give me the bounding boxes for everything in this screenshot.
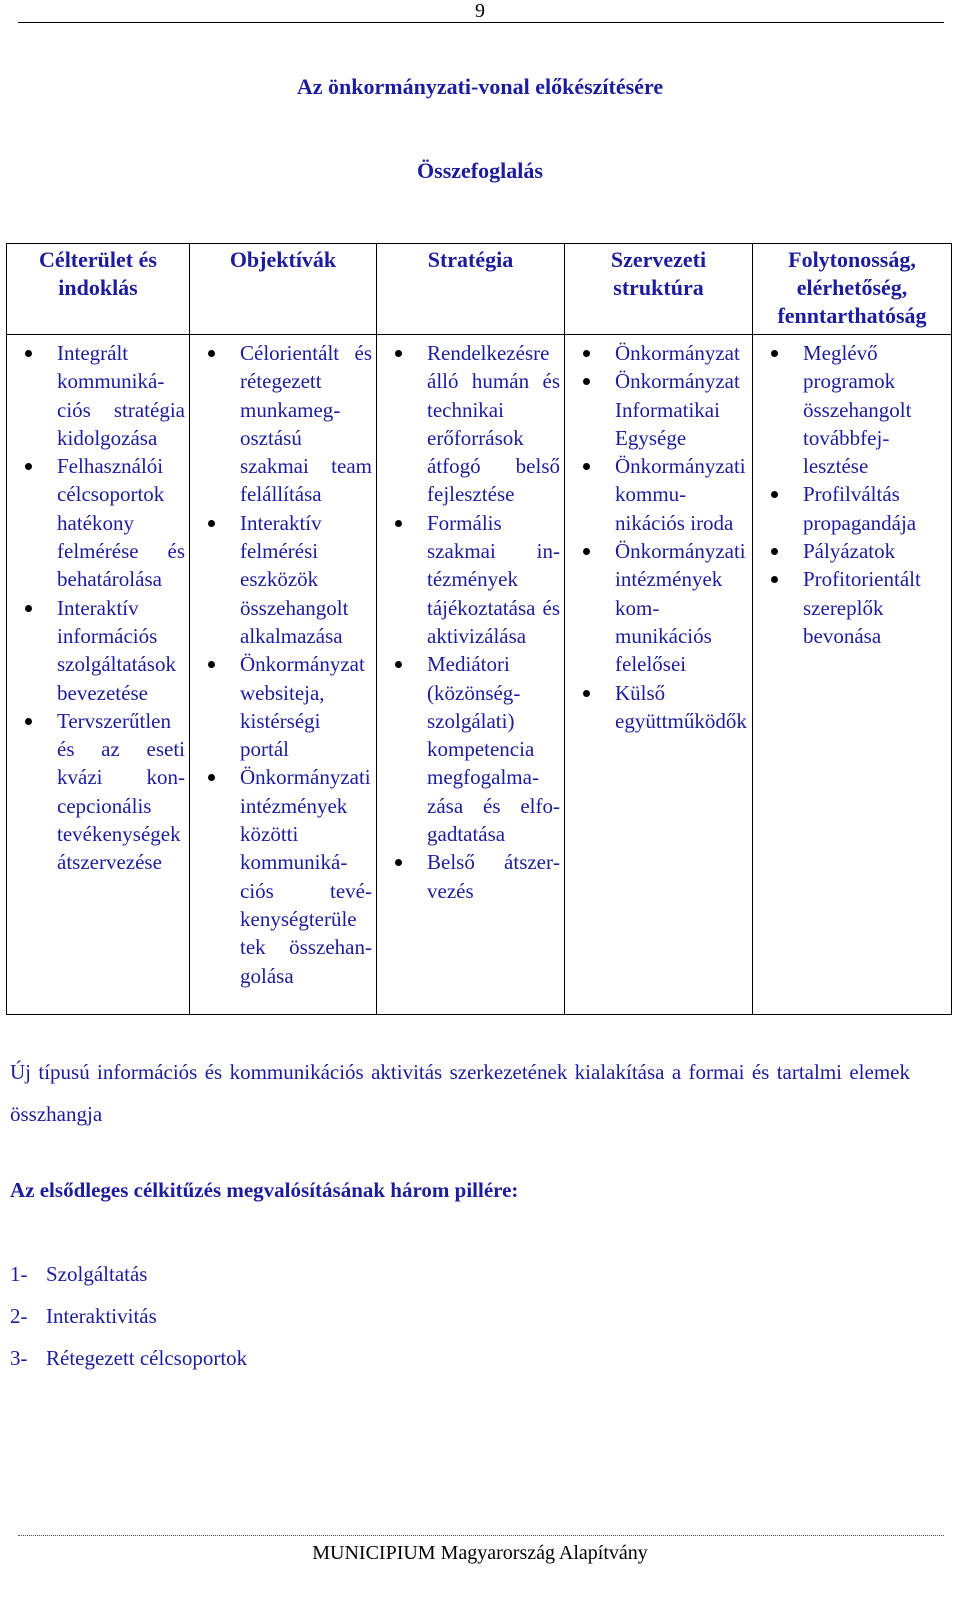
document-subtitle: Összefoglalás [417,158,543,183]
pillar-item [10,1262,147,1287]
cell-org-structure [565,335,753,1015]
list-item: Interaktív felmérési eszközök összehangolt alkalmazása [198,509,372,650]
list-item: Integrált kommunikációs stratégia kidolgozása [15,339,185,452]
list-item: Önkormányzat [573,339,748,367]
header-objectives: Objektívák [190,244,377,335]
header-org-structure: Szervezeti struktúra [565,244,753,335]
pillars-heading: Az elsődleges célkitűzés megvalósításának három pillére: [10,1178,519,1202]
pillar-text: Interaktivitás [46,1304,157,1328]
list-item: Mediátori (közönségszolgálati) kompetencia megfogalmazása és elfogadtatása [385,650,560,848]
footer-rule [18,1535,944,1536]
list-item: Önkormányzati intézmények közötti kommunikációs tevékenységterüle tek összehangolása [198,763,372,989]
list-item: Interaktív információs szolgáltatások bevezetése [15,594,185,707]
header-target-area: Célterület és indoklás [7,244,190,335]
summary-paragraph: Új típusú információs és kommunikációs aktivitás szerkezetének kialakítása a formai és tartalmi elemek összhangja [10,1060,910,1126]
table-row [7,335,952,1015]
list-item: Profilváltás propagandája [761,480,947,537]
list-item: Felhasználói célcsoportok hatékony felmérése és behatárolása [15,452,185,593]
pillar-text: Rétegezett célcsoportok [46,1346,248,1370]
document-title: Az önkormányzati-vonal előkészítésére [296,74,664,99]
cell-objectives [190,335,377,1015]
list-item: Önkormányzat websiteja, kistérségi portál [198,650,372,763]
cell-strategy [377,335,565,1015]
pillar-number: 2- [10,1304,28,1328]
table-header-row [7,244,952,335]
cell-continuity [753,335,952,1015]
header-rule [18,22,944,23]
target-area-list [15,339,185,877]
pillar-text: Szolgáltatás [46,1262,148,1286]
list-item: Profitorientált szereplők bevonása [761,565,947,650]
list-item: Meglévő programok összehangolt továbbfejlesztése [761,339,947,480]
list-item: Külső együttműködők [573,679,748,736]
list-item: Rendelkezésre álló humán és technikai erőforrások átfogó belső fejlesztése [385,339,560,509]
list-item: Belső átszervezés [385,848,560,905]
pillar-number: 3- [10,1346,28,1370]
page-number: 9 [475,0,485,22]
list-item: Önkormányzat Informatikai Egysége [573,367,748,452]
strategy-list [385,339,560,905]
footer-text: MUNICIPIUM Magyarország Alapítvány [312,1542,648,1564]
list-item: Pályázatok [761,537,947,565]
pillar-item [10,1304,157,1329]
list-item: Formális szakmai intézmények tájékoztatása és aktivizálása [385,509,560,650]
list-item: Tervszerűtlen és az eseti kvázi koncepcionális tevékenységek átszervezése [15,707,185,877]
list-item: Önkormányzati kommunikációs iroda [573,452,748,537]
pillar-number: 1- [10,1262,28,1286]
continuity-list [761,339,947,650]
header-strategy: Stratégia [377,244,565,335]
org-structure-list [573,339,748,735]
header-continuity: Folytonosság, elérhetőség, fenntarthatóság [753,244,952,335]
cell-target-area [7,335,190,1015]
objectives-list [198,339,372,990]
list-item: Önkormányzati intézmények kommunikációs felelősei [573,537,748,678]
pillar-item [10,1346,247,1371]
summary-table [6,243,952,1015]
list-item: Célorientált és rétegezett munkamegosztású szakmai team felállítása [198,339,372,509]
